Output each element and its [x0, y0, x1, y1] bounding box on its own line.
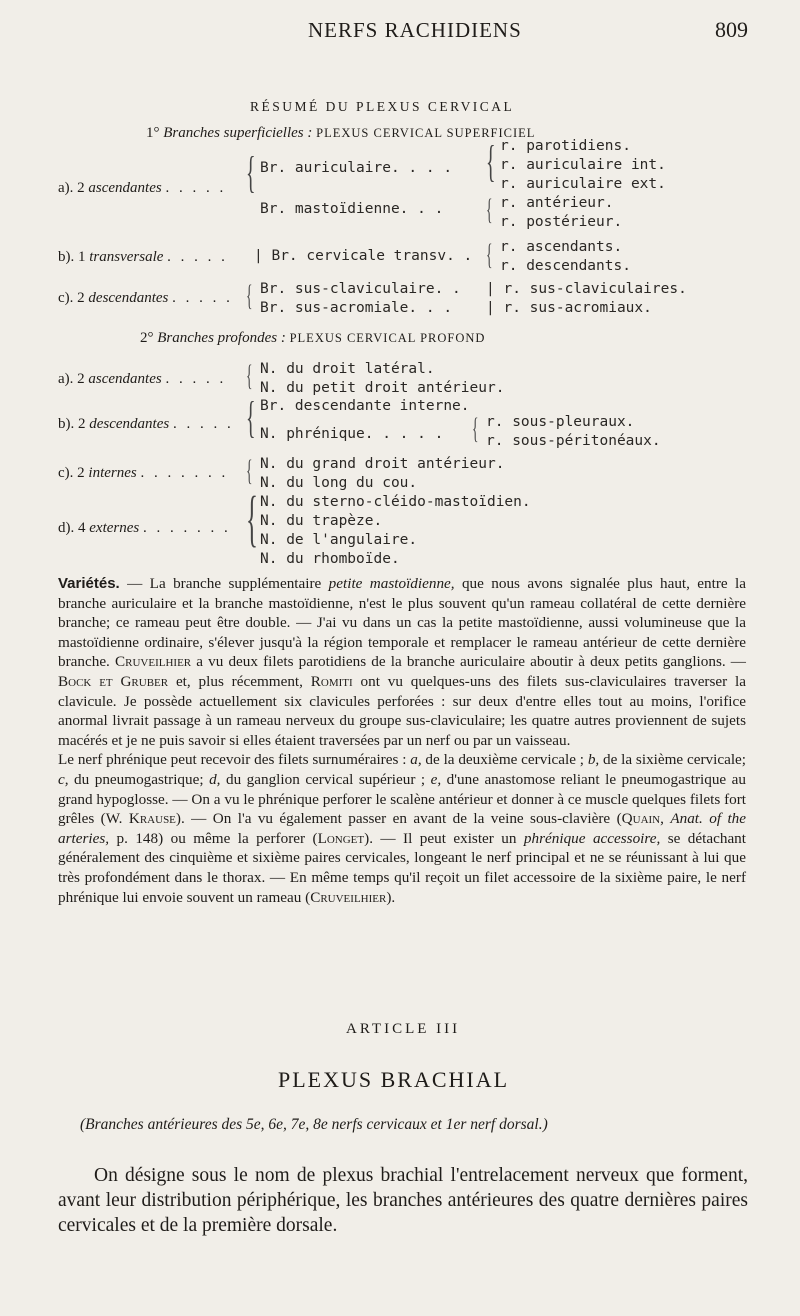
s2-group-b-label: b). 2 descendantes . . . . . [58, 416, 234, 432]
s2-item: N. du grand droit antérieur. [260, 456, 505, 472]
brace-left-icon: { [246, 359, 253, 392]
s1-branch-auriculaire: Br. auriculaire. . . . [260, 160, 453, 176]
s2-ramus: r. sous-péritonéaux. [486, 433, 661, 449]
s2-item-phrenique: N. phrénique. . . . . [260, 426, 444, 442]
s2-group-d-label: d). 4 externes . . . . . . . [58, 520, 231, 536]
varietes-paragraph: Variétés. — La branche supplémentaire petite mastoïdienne, que nous avons signalée plus haut, entre la branche auriculaire et la branche mastoïdienne, n'est le plus souvent qu'un rameau collatéral de cette dernière branche; ce rameau peut être double. — J'ai vu dans un cas la petite mastoïdienne, aussi volumineuse que la mastoïdienne ordinaire, s'élever jusqu'à la région temporale et remplacer le rameau antérieur de cette dernière branche. Cruveilhier a vu deux filets parotidiens de la branche auriculaire aboutir à deux petits ganglions. — Bock et Gruber et, plus récemment, Romiti ont vu quelques-uns des filets sus-claviculaires traverser la clavicule. Je possède actuellement six clavicules perforées : sur deux d'entre elles tout au moins, l'orifice anormal livrait passage à un rameau nerveux du groupe sus-claviculaire; les quatre autres proviennent de sujets macérés et je ne puis savoir si elles étaient traversées par un nerf ou par un vaisseau. Le nerf phrénique peut recevoir des filets surnuméraires : a, de la deuxième cervicale ; b, de la sixième cervicale; c, du pneumogastrique; d, du ganglion cervical supérieur ; e, d'une anastomose reliant le pneumogastrique au grand hypoglosse. — On a vu le phrénique perforer le scalène antérieur et donner à ce muscle quelques filets fort grêles (W. Krause). — On l'a vu également passer en avant de la veine sous-clavière (Quain, Anat. of the arteries, p. 148) ou même la perforer (Longet). — Il peut exister un phrénique accessoire, se détachant généralement des cinquième et sixième paires cervicales, longeant le nerf principal et ne se réunissant à lui que très profondément dans le thorax. — En même temps qu'il reçoit un filet accessoire de la sixième paire, le nerf phrénique lui envoie souvent un rameau (Cruveilhier). [58, 575, 747, 906]
running-header: NERFS RACHIDIENS [308, 18, 522, 42]
brace-left-icon: { [486, 238, 493, 271]
s1-ramus: r. auriculaire int. [500, 157, 666, 173]
s2-group-c-label: c). 2 internes . . . . . . . [58, 465, 229, 481]
s1-group-b-label: b). 1 transversale . . . . . [58, 249, 228, 265]
lead-paragraph: On désigne sous le nom de plexus brachial l'entrelacement nerveux que forment, avant leur distribution périphérique, les branches antérieures des quatre dernières paires cervicales et de la première dorsale. [58, 1165, 748, 1236]
s2-item: N. du petit droit antérieur. [260, 380, 505, 396]
section2-heading [140, 330, 485, 347]
summary-title: RÉSUMÉ DU PLEXUS CERVICAL [250, 99, 515, 114]
s1-branch-cervicale-transv: | Br. cervicale transv. . [254, 248, 473, 264]
article-subtitle: (Branches antérieures des 5e, 6e, 7e, 8e nerfs cervicaux et 1er nerf dorsal.) [80, 1116, 548, 1133]
brace-left-icon: { [246, 485, 258, 553]
s1-ramus: r. auriculaire ext. [500, 176, 666, 192]
s2-item: N. du long du cou. [260, 475, 418, 491]
s1-ramus: r. parotidiens. [500, 138, 631, 154]
brace-left-icon: { [246, 279, 253, 312]
brace-left-icon: { [486, 137, 496, 186]
s2-item: Br. descendante interne. [260, 398, 470, 414]
s2-item: N. du sterno-cléido-mastoïdien. [260, 494, 531, 510]
section1-heading [146, 125, 535, 142]
s1-branch-sus-claviculaire: Br. sus-claviculaire. . [260, 281, 461, 297]
article-label: ARTICLE III [346, 1021, 461, 1037]
s1-branch-sus-acromiale: Br. sus-acromiale. . . [260, 300, 453, 316]
section2-title: Branches profondes : [157, 330, 286, 346]
brace-left-icon: { [246, 393, 256, 442]
section1-number: 1° [146, 125, 160, 141]
s2-ramus: r. sous-pleuraux. [486, 414, 635, 430]
page-number: 809 [715, 17, 748, 42]
section1-subtitle: PLEXUS CERVICAL SUPERFICIEL [316, 126, 536, 140]
s1-branch-mastoidienne: Br. mastoïdienne. . . [260, 201, 444, 217]
s1-ramus: | r. sus-claviculaires. [486, 281, 687, 297]
s1-group-a-label: a). 2 ascendantes . . . . . [58, 180, 227, 196]
s1-ramus: r. postérieur. [500, 214, 623, 230]
s1-group-c-label: c). 2 descendantes . . . . . [58, 290, 233, 306]
s1-ramus: | r. sus-acromiaux. [486, 300, 652, 316]
s1-ramus: r. ascendants. [500, 239, 623, 255]
brace-left-icon: { [246, 454, 253, 487]
section2-number: 2° [140, 330, 154, 346]
varietes-heading: Variétés. [58, 575, 120, 592]
brace-left-icon: { [472, 412, 479, 445]
section1-title: Branches superficielles : [163, 125, 313, 141]
s2-item: N. de l'angulaire. [260, 532, 418, 548]
s2-item: N. du droit latéral. [260, 361, 435, 377]
s1-ramus: r. descendants. [500, 258, 631, 274]
brace-left-icon: { [486, 193, 493, 226]
s2-group-a-label: a). 2 ascendantes . . . . . [58, 371, 227, 387]
s2-item: N. du rhomboïde. [260, 551, 400, 567]
article-title: PLEXUS BRACHIAL [278, 1067, 510, 1092]
section2-subtitle: PLEXUS CERVICAL PROFOND [289, 331, 486, 345]
s2-item: N. du trapèze. [260, 513, 383, 529]
s1-ramus: r. antérieur. [500, 195, 614, 211]
brace-left-icon: { [246, 148, 256, 197]
